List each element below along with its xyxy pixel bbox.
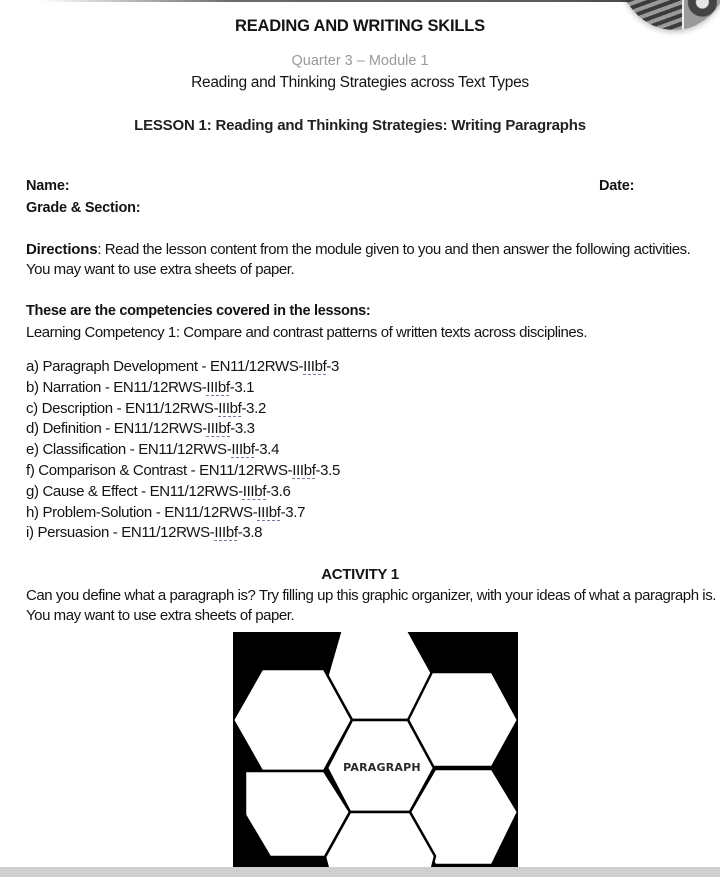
- activity-title: ACTIVITY 1: [321, 566, 399, 583]
- list-item: b) Narration - EN11/12RWS-IIIbf-3.1: [26, 378, 255, 396]
- activity-instructions: Can you define what a paragraph is? Try filling up this graphic organizer, with your ideas of what a paragraph is. You may want to use extra sheets of paper.: [26, 587, 716, 624]
- competencies-heading: These are the competencies covered in the lessons:: [26, 303, 371, 319]
- list-item: h) Problem-Solution - EN11/12RWS-IIIbf-3.7: [26, 503, 306, 521]
- hexagon-graphic-organizer: [233, 632, 518, 867]
- hexagon-grid-graphic: [233, 632, 518, 867]
- quarter-module: Quarter 3 – Module 1: [291, 53, 429, 69]
- list-item: c) Description - EN11/12RWS-IIIbf-3.2: [26, 399, 266, 417]
- directions-paragraph: [26, 240, 706, 280]
- module-subtitle: Reading and Thinking Strategies across Text Types: [191, 74, 529, 91]
- name-field-label: Name:: [26, 178, 70, 194]
- top-border-line: [40, 0, 680, 2]
- list-item: e) Classification - EN11/12RWS-IIIbf-3.4: [26, 441, 280, 459]
- list-item: d) Definition - EN11/12RWS-IIIbf-3.3: [26, 420, 255, 438]
- grade-section-field-label: Grade & Section:: [26, 200, 141, 216]
- competency-list: [26, 357, 340, 544]
- page-footer-bar: [0, 867, 720, 877]
- learning-competency-1: Learning Competency 1: Compare and contrast patterns of written texts across disciplines.: [26, 324, 588, 341]
- date-field-label: Date:: [599, 178, 635, 194]
- lesson-title: LESSON 1: Reading and Thinking Strategies: Writing Paragraphs: [134, 117, 586, 134]
- list-item: f) Comparison & Contrast - EN11/12RWS-IIIbf-3.5: [26, 461, 340, 479]
- center-hexagon-label: PARAGRAPH: [343, 761, 421, 774]
- list-item: i) Persuasion - EN11/12RWS-IIIbf-3.8: [26, 524, 263, 542]
- directions-text: : Read the lesson content from the module given to you and then answer the following activities. You may want to use extra sheets of paper.: [26, 241, 691, 278]
- directions-label: Directions: [26, 241, 98, 258]
- document-title: READING AND WRITING SKILLS: [235, 17, 485, 35]
- list-item: a) Paragraph Development - EN11/12RWS-IIIbf-3: [26, 358, 340, 375]
- list-item: g) Cause & Effect - EN11/12RWS-IIIbf-3.6: [26, 482, 291, 500]
